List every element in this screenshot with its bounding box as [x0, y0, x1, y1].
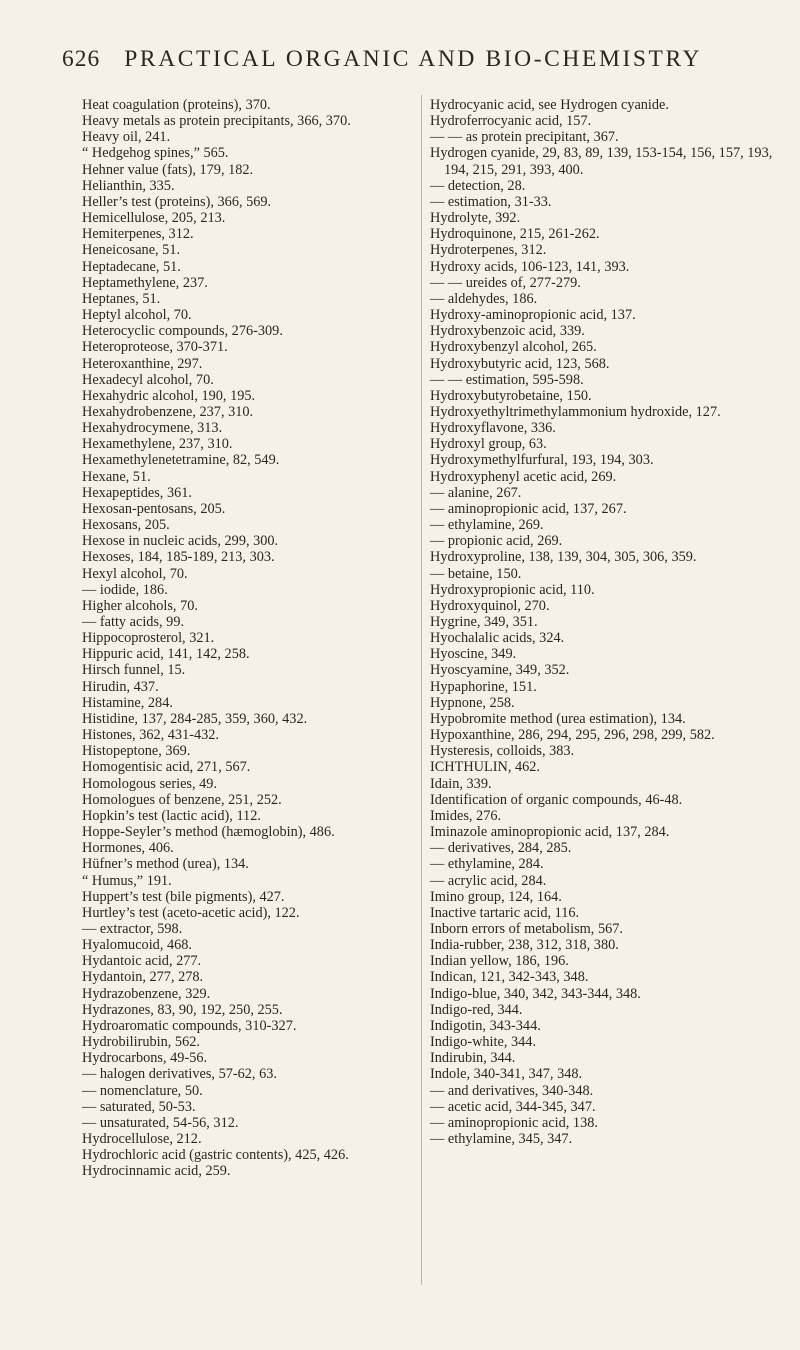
index-entry: Indigo-white, 344. — [430, 1034, 537, 1051]
index-entry: Hemiterpenes, 312. — [82, 226, 194, 243]
index-entry: Hydrobilirubin, 562. — [82, 1034, 200, 1051]
index-entry: — saturated, 50-53. — [82, 1098, 196, 1115]
index-entry: Hydroferrocyanic acid, 157. — [430, 113, 592, 130]
index-entry: Hyoscine, 349. — [430, 646, 517, 663]
index-entry: Hüfner’s method (urea), 134. — [82, 856, 249, 873]
index-entry: Hydrocarbons, 49-56. — [82, 1050, 208, 1067]
column-divider — [421, 95, 422, 1285]
index-entry: Hexahydrocymene, 313. — [82, 420, 223, 437]
index-entry: Histamine, 284. — [82, 694, 173, 711]
index-entry: Hydroxy acids, 106-123, 141, 393. — [430, 258, 630, 275]
index-entry: — detection, 28. — [430, 177, 526, 194]
index-entry: Hoppe-Seyler’s method (hæmoglobin), 486. — [82, 824, 335, 841]
index-entry: Hydroxyl group, 63. — [430, 436, 547, 453]
index-entry: Indigotin, 343-344. — [430, 1017, 541, 1034]
index-entry: — propionic acid, 269. — [430, 533, 563, 550]
index-entry: Homogentisic acid, 271, 567. — [82, 759, 251, 776]
index-entry: Hexahydric alcohol, 190, 195. — [82, 387, 256, 404]
index-entry: Hexyl alcohol, 70. — [82, 565, 188, 582]
index-entry: — alanine, 267. — [430, 484, 522, 501]
index-entry: Heavy metals as protein precipitants, 366, 370. — [82, 113, 351, 130]
index-entry: Hydantoin, 277, 278. — [82, 969, 204, 986]
index-entry: — and derivatives, 340-348. — [430, 1082, 594, 1099]
index-entry: Hydroxy-aminopropionic acid, 137. — [430, 307, 636, 324]
index-entry: Hexamethylenetetramine, 82, 549. — [82, 452, 280, 469]
index-entry: Hippocoprosterol, 321. — [82, 630, 215, 647]
index-entry: Heneicosane, 51. — [82, 242, 181, 259]
index-entry: Hydroxyproline, 138, 139, 304, 305, 306, 359. — [430, 549, 697, 566]
index-entry: Indican, 121, 342-343, 348. — [430, 969, 589, 986]
index-entry: Huppert’s test (bile pigments), 427. — [82, 888, 285, 905]
index-entry: Idain, 339. — [430, 775, 492, 792]
index-entry: Hydroxybutyric acid, 123, 568. — [430, 355, 610, 372]
index-entry: — acetic acid, 344-345, 347. — [430, 1098, 596, 1115]
index-entry: Heteroxanthine, 297. — [82, 355, 203, 372]
index-entry: Hexose in nucleic acids, 299, 300. — [82, 533, 279, 550]
index-entry: Hexoses, 184, 185-189, 213, 303. — [82, 549, 275, 566]
index-entry: — iodide, 186. — [82, 581, 168, 598]
index-entry: Heller’s test (proteins), 366, 569. — [82, 193, 272, 210]
index-entry: Hydrolyte, 392. — [430, 210, 521, 227]
index-entry: Hirsch funnel, 15. — [82, 662, 186, 679]
index-entry: Hyochalalic acids, 324. — [430, 630, 565, 647]
index-entry: Hydroaromatic compounds, 310-327. — [82, 1017, 297, 1034]
index-entry: Indian yellow, 186, 196. — [430, 953, 569, 970]
page-header — [62, 46, 782, 73]
index-entry: India-rubber, 238, 312, 318, 380. — [430, 937, 619, 954]
index-entry: — unsaturated, 54-56, 312. — [82, 1114, 239, 1131]
index-entry: — aminopropionic acid, 138. — [430, 1114, 598, 1131]
index-entry: Hysteresis, colloids, 383. — [430, 743, 575, 760]
index-entry: Hexosans, 205. — [82, 517, 170, 534]
index-entry: Hydroxybenzyl alcohol, 265. — [430, 339, 597, 356]
index-entry: Hydrochloric acid (gastric contents), 425, 426. — [82, 1147, 349, 1164]
index-entry: Identification of organic compounds, 46-48. — [430, 791, 683, 808]
index-entry: Hydroxypropionic acid, 110. — [430, 581, 595, 598]
page-number: 626 — [62, 46, 101, 72]
index-entry: Hydroquinone, 215, 261-262. — [430, 226, 600, 243]
index-entry: Indirubin, 344. — [430, 1050, 516, 1067]
index-column-right — [430, 97, 780, 1147]
index-entry: Indole, 340-341, 347, 348. — [430, 1066, 583, 1083]
index-entry: Iminazole aminopropionic acid, 137, 284. — [430, 824, 670, 841]
index-entry: Heptadecane, 51. — [82, 258, 181, 275]
index-entry: Hydrocellulose, 212. — [82, 1131, 202, 1147]
index-entry: Imides, 276. — [430, 807, 502, 824]
index-entry: Hexadecyl alcohol, 70. — [82, 371, 214, 388]
index-entry: Inborn errors of metabolism, 567. — [430, 920, 623, 937]
index-entry: Heteroproteose, 370-371. — [82, 339, 228, 356]
index-entry: Hexosan-pentosans, 205. — [82, 500, 226, 517]
index-entry: Heterocyclic compounds, 276-309. — [82, 323, 283, 340]
index-entry: Helianthin, 335. — [82, 177, 175, 194]
index-entry: Hydrocinnamic acid, 259. — [82, 1163, 231, 1180]
index-entry: Hirudin, 437. — [82, 678, 159, 695]
index-entry: Heat coagulation (proteins), 370. — [82, 97, 271, 113]
index-entry: — aldehydes, 186. — [430, 290, 538, 307]
index-entry: Indigo-blue, 340, 342, 343-344, 348. — [430, 985, 641, 1002]
running-title: PRACTICAL ORGANIC AND BIO-CHEMISTRY — [124, 46, 703, 72]
index-entry: Indigo-red, 344. — [430, 1001, 523, 1018]
index-entry: Hydroxyquinol, 270. — [430, 597, 550, 614]
index-entry: Inactive tartaric acid, 116. — [430, 904, 580, 921]
index-entry: Heavy oil, 241. — [82, 129, 171, 146]
index-entry: Hydroterpenes, 312. — [430, 242, 547, 259]
index-entry: Heptyl alcohol, 70. — [82, 307, 192, 324]
index-entry: — estimation, 31-33. — [430, 193, 552, 210]
index-entry: — ethylamine, 345, 347. — [430, 1131, 573, 1147]
index-entry: Hydrazobenzene, 329. — [82, 985, 211, 1002]
index-entry: Histones, 362, 431-432. — [82, 727, 220, 744]
index-entry: — ethylamine, 269. — [430, 517, 544, 534]
index-entry: Heptanes, 51. — [82, 290, 161, 307]
index-entry: Hypaphorine, 151. — [430, 678, 537, 695]
index-entry: Hemicellulose, 205, 213. — [82, 210, 226, 227]
index-entry: Hydroxybutyrobetaine, 150. — [430, 387, 592, 404]
index-entry: Hypobromite method (urea estimation), 134. — [430, 710, 686, 727]
index-entry: — — ureides of, 277-279. — [430, 274, 581, 291]
index-entry: — acrylic acid, 284. — [430, 872, 547, 889]
index-entry: Hypnone, 258. — [430, 694, 515, 711]
index-entry: Hexamethylene, 237, 310. — [82, 436, 233, 453]
index-entry: Hydroxyethyltrimethylammonium hydroxide, 127. — [430, 403, 721, 420]
index-entry: — extractor, 598. — [82, 920, 183, 937]
index-column-left — [82, 97, 412, 1179]
index-entry: — halogen derivatives, 57-62, 63. — [82, 1066, 277, 1083]
index-entry: Hyalomucoid, 468. — [82, 937, 192, 954]
index-entry: Hexapeptides, 361. — [82, 484, 192, 501]
index-entry: Hyoscyamine, 349, 352. — [430, 662, 570, 679]
index-entry: Hydroxyphenyl acetic acid, 269. — [430, 468, 617, 485]
index-entry: — aminopropionic acid, 137, 267. — [430, 500, 627, 517]
index-entry: Hygrine, 349, 351. — [430, 614, 538, 630]
index-entry: Hydrazones, 83, 90, 192, 250, 255. — [82, 1001, 283, 1018]
index-entry: — — estimation, 595-598. — [430, 371, 584, 388]
index-entry: Hexane, 51. — [82, 468, 151, 485]
index-entry: “ Hedgehog spines,” 565. — [82, 145, 229, 162]
index-entry: Hydantoic acid, 277. — [82, 953, 202, 970]
index-entry: Hydroxybenzoic acid, 339. — [430, 323, 585, 340]
index-entry: — betaine, 150. — [430, 565, 522, 582]
index-entry: Hypoxanthine, 286, 294, 295, 296, 298, 299, 582. — [430, 727, 715, 744]
index-entry: Hydrocyanic acid, see Hydrogen cyanide. — [430, 97, 669, 113]
index-entry: Histopeptone, 369. — [82, 743, 191, 760]
index-entry: Hurtley’s test (aceto-acetic acid), 122. — [82, 904, 300, 921]
index-entry: Heptamethylene, 237. — [82, 274, 208, 291]
index-entry: Hydroxyflavone, 336. — [430, 420, 556, 437]
index-entry: Hippuric acid, 141, 142, 258. — [82, 646, 250, 663]
index-entry: Homologous series, 49. — [82, 775, 218, 792]
index-entry: Hehner value (fats), 179, 182. — [82, 161, 254, 178]
index-entry: — fatty acids, 99. — [82, 614, 185, 630]
index-entry: ICHTHULIN, 462. — [430, 759, 540, 776]
index-entry: “ Humus,” 191. — [82, 872, 172, 889]
index-entry: Higher alcohols, 70. — [82, 597, 198, 614]
index-entry: Hormones, 406. — [82, 840, 174, 857]
index-entry: — derivatives, 284, 285. — [430, 840, 572, 857]
index-entry: — — as protein precipitant, 367. — [430, 129, 619, 146]
index-entry: Homologues of benzene, 251, 252. — [82, 791, 282, 808]
index-entry: — nomenclature, 50. — [82, 1082, 203, 1099]
index-entry: Hopkin’s test (lactic acid), 112. — [82, 807, 261, 824]
index-entry: Hydrogen cyanide, 29, 83, 89, 139, 153-154, 156, 157, 193, 194, 215, 291, 393, 400. — [430, 145, 773, 178]
index-entry: Histidine, 137, 284-285, 359, 360, 432. — [82, 710, 308, 727]
index-entry: — ethylamine, 284. — [430, 856, 544, 873]
index-entry: Imino group, 124, 164. — [430, 888, 562, 905]
index-entry: Hexahydrobenzene, 237, 310. — [82, 403, 254, 420]
index-entry: Hydroxymethylfurfural, 193, 194, 303. — [430, 452, 654, 469]
